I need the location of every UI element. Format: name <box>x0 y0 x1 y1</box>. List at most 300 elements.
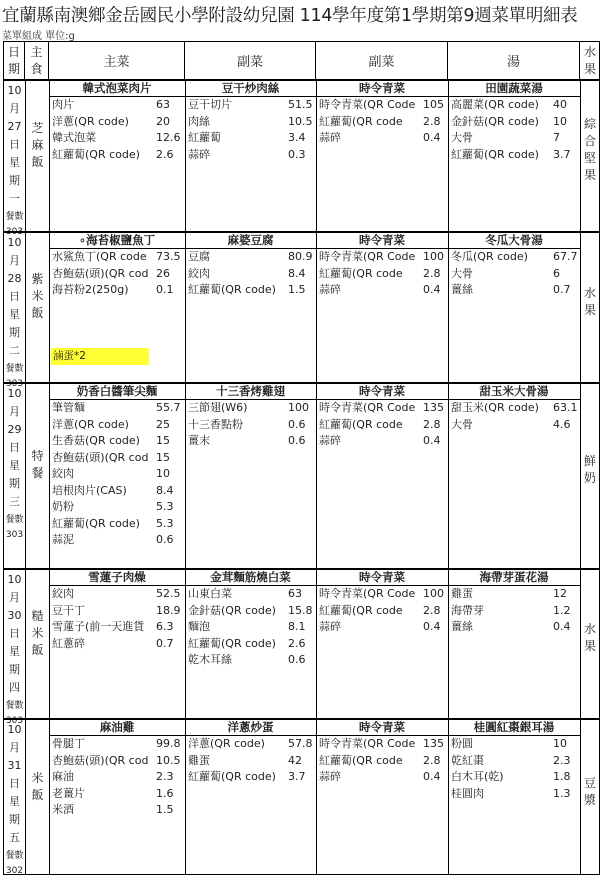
ingredient-qty: 1.2 <box>553 603 571 617</box>
main-dish-name: 雪蓮子肉燥 <box>88 570 146 584</box>
ingredient-qty: 0.6 <box>288 434 306 447</box>
soup-dish-name: 冬瓜大骨湯 <box>485 233 543 247</box>
ingredient-name: 麻油 <box>52 770 74 783</box>
ingredient-name: 麵泡 <box>188 620 210 633</box>
column-divider <box>316 79 317 875</box>
date-char: 月 <box>9 405 20 418</box>
ingredient-name: 白木耳(乾) <box>451 770 504 783</box>
header-main: 主菜 <box>49 42 185 79</box>
ingredient-qty: 5.3 <box>156 500 174 513</box>
side1-dish-name: 金茸麵筋燒白菜 <box>210 570 291 584</box>
ingredient-name: 紅蘿蔔(QR code) <box>52 516 140 530</box>
ingredient-name: 蒜碎 <box>319 770 341 783</box>
ingredient-qty: 0.4 <box>423 131 441 144</box>
side1-dish-name: 洋蔥炒蛋 <box>227 720 274 734</box>
ingredient-name: 粉圓 <box>451 737 473 750</box>
ingredient-qty: 0.7 <box>156 636 174 650</box>
ingredient-row <box>52 450 181 467</box>
side1-dish-name: 十三香烤雞翅 <box>216 384 285 398</box>
fruit-char: 綜 <box>583 117 596 131</box>
date-char: 30 <box>7 609 22 622</box>
staple-char: 飯 <box>31 642 44 657</box>
date-char: 星 <box>9 645 20 658</box>
date-char: 日 <box>9 441 20 454</box>
ingredient-name: 蒜碎 <box>319 131 341 144</box>
ingredient-qty: 135 <box>423 737 444 750</box>
ingredient-qty: 0.4 <box>423 770 441 783</box>
ingredient-qty: 3.7 <box>288 770 306 783</box>
date-char: 10 <box>7 387 22 400</box>
ingredient-row <box>451 736 571 753</box>
ingredient-name: 絞肉 <box>52 587 74 600</box>
date-char: 星 <box>9 459 20 472</box>
date-char: 日 <box>9 627 20 640</box>
date-char: 月 <box>9 591 20 604</box>
ingredient-row <box>451 147 571 164</box>
ingredient-name: 十三香點粉 <box>188 417 243 431</box>
ingredient-name: 杏鮑菇(頭)(QR cod <box>52 753 149 767</box>
date-char: 月 <box>9 102 20 115</box>
ingredient-row <box>451 586 571 603</box>
ingredient-qty: 0.7 <box>553 283 571 296</box>
ingredient-qty: 2.8 <box>423 266 441 280</box>
ingredient-row <box>319 603 444 620</box>
date-char: 期 <box>9 813 20 826</box>
ingredient-row <box>319 753 444 770</box>
ingredient-row <box>319 400 444 417</box>
date-char: 三 <box>9 495 20 508</box>
ingredient-qty: 73.5 <box>156 250 181 263</box>
ingredient-qty: 0.4 <box>423 620 441 633</box>
ingredient-name: 雞蛋 <box>188 753 210 767</box>
ingredient-qty: 57.8 <box>288 737 313 750</box>
ingredient-row <box>188 114 313 131</box>
soup-dish-name: 桂圓紅棗銀耳湯 <box>473 720 555 734</box>
staple-char: 芝 <box>31 120 44 135</box>
ingredient-row <box>319 97 444 114</box>
meal-count-label: 餐數 <box>5 701 24 711</box>
ingredient-qty: 10 <box>553 737 567 750</box>
ingredient-row <box>188 753 313 770</box>
ingredient-name: 筆管麵 <box>52 401 85 414</box>
staple-food <box>28 448 47 482</box>
ingredient-name: 大骨 <box>451 417 473 431</box>
main-ingredients <box>52 586 181 652</box>
column-divider <box>25 79 26 875</box>
ingredient-row <box>188 282 313 299</box>
main-ingredients <box>52 736 181 819</box>
ingredient-row <box>52 433 181 450</box>
fruit-char: 漿 <box>583 792 596 807</box>
ingredient-row <box>52 586 181 603</box>
ingredient-row <box>451 786 571 803</box>
column-divider <box>185 79 186 875</box>
day-date <box>4 234 25 390</box>
main-dish-name: 奶香白醬筆尖麵 <box>76 384 158 398</box>
ingredient-row <box>52 147 181 164</box>
ingredient-row <box>52 282 181 299</box>
staple-char: 餐 <box>31 466 44 480</box>
ingredient-row <box>451 130 571 147</box>
ingredient-name: 時令青菜(QR Code <box>319 250 416 263</box>
page-subtitle: 菜單組成 單位:g <box>2 31 75 42</box>
header-date: 日 期 <box>4 42 25 79</box>
ingredient-name: 骨腿丁 <box>52 737 85 750</box>
side2-dish-name: 時令青菜 <box>359 81 405 95</box>
soup-dish-name: 田園蔬菜湯 <box>485 81 543 95</box>
meal-count-label: 餐數 <box>5 212 24 222</box>
ingredient-name: 三節翅(W6) <box>188 401 248 414</box>
ingredient-qty: 63 <box>156 98 170 111</box>
ingredient-name: 水鯊魚丁(QR code <box>52 250 147 263</box>
ingredient-name: 海帶芽 <box>451 603 484 617</box>
staple-char: 米 <box>31 770 44 785</box>
ingredient-name: 乾紅棗 <box>451 753 484 767</box>
ingredient-qty: 1.5 <box>156 803 174 816</box>
ingredient-row <box>319 114 444 131</box>
ingredient-name: 時令青菜(QR Code <box>319 401 416 414</box>
date-char: 10 <box>7 236 22 249</box>
ingredient-qty: 10.5 <box>156 753 181 767</box>
ingredient-row <box>188 652 313 669</box>
date-char: 四 <box>9 681 20 694</box>
ingredient-qty: 0.4 <box>423 283 441 296</box>
meal-count: 303 <box>5 379 24 389</box>
ingredient-qty: 2.8 <box>423 114 441 128</box>
ingredient-row <box>52 619 181 636</box>
ingredient-qty: 8.4 <box>156 483 174 497</box>
ingredient-name: 紅蘿蔔(QR code <box>319 753 403 767</box>
staple-food <box>28 608 47 659</box>
staple-char: 麻 <box>31 137 44 152</box>
fruit-char: 水 <box>583 622 596 636</box>
ingredient-qty: 67.7 <box>553 250 578 263</box>
ingredient-name: 肉片 <box>52 98 74 111</box>
ingredient-qty: 2.3 <box>553 753 571 767</box>
main-dish-name: 韓式泡菜肉片 <box>82 81 152 95</box>
ingredient-name: 豆干切片 <box>188 98 232 111</box>
fruit-char: 果 <box>583 302 596 317</box>
side1-dish-name: 麻婆豆腐 <box>227 233 274 247</box>
side2-dish-name: 時令青菜 <box>359 384 405 398</box>
fruit-char: 奶 <box>583 471 596 485</box>
ingredient-name: 山東白菜 <box>188 587 232 600</box>
ingredient-qty: 1.8 <box>553 770 571 783</box>
header-soup: 湯 <box>448 42 580 79</box>
meal-count-label: 餐數 <box>5 364 24 374</box>
ingredient-name: 金針菇(QR code) <box>451 114 539 128</box>
ingredient-qty: 15 <box>156 450 170 464</box>
side1-ingredients <box>188 249 313 299</box>
ingredient-row <box>52 249 181 266</box>
ingredient-row <box>451 114 571 131</box>
side2-ingredients <box>319 249 444 299</box>
ingredient-row <box>188 97 313 114</box>
ingredient-name: 紅蘿蔔(QR code) <box>188 770 276 783</box>
ingredient-row <box>451 603 571 620</box>
ingredient-row <box>52 736 181 753</box>
meal-count: 303 <box>5 716 24 726</box>
ingredient-name: 洋蔥(QR code) <box>52 114 129 128</box>
ingredient-row <box>319 736 444 753</box>
ingredient-name: 紅蘿蔔(QR code <box>319 266 403 280</box>
ingredient-qty: 1.5 <box>288 283 306 296</box>
ingredient-row <box>188 736 313 753</box>
soup-dish-name: 甜玉米大骨湯 <box>479 384 549 398</box>
fruit-char: 果 <box>583 639 596 653</box>
ingredient-qty: 80.9 <box>288 250 313 263</box>
meal-count: 303 <box>5 530 24 540</box>
fruit-char: 鮮 <box>583 454 596 468</box>
ingredient-row <box>188 147 313 164</box>
main-dish-name: ∘海苔椒鹽魚丁 <box>78 233 156 247</box>
ingredient-qty: 10 <box>553 114 567 128</box>
fruit-item <box>580 285 600 319</box>
ingredient-row <box>319 769 444 786</box>
ingredient-row <box>188 417 309 434</box>
fruit-item <box>580 775 600 809</box>
date-char: 10 <box>7 573 22 586</box>
ingredient-row <box>52 753 181 770</box>
ingredient-name: 桂圓肉 <box>451 786 484 800</box>
ingredient-row <box>188 249 313 266</box>
ingredient-name: 老薑片 <box>52 786 85 800</box>
fruit-char: 合 <box>583 134 596 148</box>
ingredient-qty: 0.6 <box>156 533 174 546</box>
ingredient-row <box>52 97 181 114</box>
ingredient-qty: 100 <box>423 587 444 600</box>
date-char: 日 <box>9 777 20 790</box>
column-divider <box>49 79 50 875</box>
ingredient-qty: 15.8 <box>288 603 313 617</box>
date-char: 28 <box>7 272 22 285</box>
ingredient-qty: 2.8 <box>423 417 441 431</box>
side2-ingredients <box>319 586 444 636</box>
header-side1: 副菜 <box>185 42 316 79</box>
main-dish-name: 麻油雞 <box>99 720 135 734</box>
ingredient-name: 薑絲 <box>451 283 473 296</box>
ingredient-qty: 40 <box>553 98 567 111</box>
day-date <box>4 571 25 727</box>
soup-ingredients <box>451 97 571 163</box>
side2-dish-name: 時令青菜 <box>359 720 405 734</box>
ingredient-qty: 2.3 <box>156 770 174 783</box>
ingredient-qty: 3.7 <box>553 147 571 161</box>
ingredient-qty: 51.5 <box>288 98 313 111</box>
main-ingredients <box>52 249 181 299</box>
ingredient-qty: 42 <box>288 753 302 767</box>
ingredient-name: 肉絲 <box>188 114 210 128</box>
ingredient-row <box>52 417 181 434</box>
ingredient-row <box>52 786 181 803</box>
ingredient-row <box>188 619 313 636</box>
day-date <box>4 82 25 238</box>
ingredient-name: 紅蘿蔔(QR code) <box>52 147 140 161</box>
column-divider <box>448 79 449 875</box>
ingredient-qty: 3.4 <box>288 131 306 144</box>
ingredient-qty: 8.4 <box>288 266 306 280</box>
date-char: 五 <box>9 831 20 844</box>
ingredient-row <box>188 433 309 450</box>
page-title: 宜蘭縣南澳鄉金岳國民小學附設幼兒園 114學年度第1學期第9週菜單明細表 <box>2 6 578 26</box>
date-char: 27 <box>7 120 22 133</box>
staple-char: 飯 <box>31 787 44 802</box>
ingredient-name: 培根肉片(CAS) <box>52 483 127 497</box>
soup-dish-name: 海帶芽蛋花湯 <box>479 570 549 584</box>
ingredient-qty: 10 <box>156 467 170 480</box>
ingredient-row <box>319 130 444 147</box>
ingredient-qty: 12.6 <box>156 131 181 144</box>
date-char: 31 <box>7 759 22 772</box>
ingredient-qty: 25 <box>156 417 170 431</box>
ingredient-name: 蒜碎 <box>188 147 210 161</box>
ingredient-row <box>319 249 444 266</box>
side2-ingredients <box>319 400 444 450</box>
ingredient-qty: 100 <box>423 250 444 263</box>
soup-ingredients <box>451 400 578 433</box>
date-char: 星 <box>9 795 20 808</box>
ingredient-row <box>451 417 578 434</box>
meal-count: 302 <box>5 866 24 876</box>
ingredient-qty: 99.8 <box>156 737 181 750</box>
ingredient-name: 杏鮑菇(頭)(QR cod <box>52 266 149 280</box>
ingredient-row <box>52 516 181 533</box>
fruit-char: 豆 <box>583 775 596 790</box>
ingredient-row <box>319 417 444 434</box>
ingredient-row <box>188 130 313 147</box>
ingredient-row <box>188 586 313 603</box>
ingredient-qty: 55.7 <box>156 401 181 414</box>
main-ingredients <box>52 97 181 163</box>
ingredient-qty: 135 <box>423 401 444 414</box>
side2-ingredients <box>319 97 444 147</box>
header-staple: 主 食 <box>25 42 49 79</box>
fruit-item <box>580 453 600 487</box>
ingredient-name: 紅蘿蔔(QR code) <box>188 283 276 296</box>
ingredient-name: 洋蔥(QR code) <box>188 737 265 750</box>
meal-count: 303 <box>5 227 24 237</box>
ingredient-qty: 0.6 <box>288 653 306 666</box>
ingredient-qty: 0.3 <box>288 147 306 161</box>
side1-ingredients <box>188 97 313 163</box>
ingredient-row <box>319 619 444 636</box>
ingredient-name: 紅蘿蔔(QR code <box>319 603 403 617</box>
ingredient-qty: 52.5 <box>156 587 181 600</box>
soup-ingredients <box>451 249 578 299</box>
ingredient-row <box>52 483 181 500</box>
date-char: 日 <box>9 138 20 151</box>
ingredient-name: 冬瓜(QR code) <box>451 250 528 263</box>
date-char: 29 <box>7 423 22 436</box>
header-side2: 副菜 <box>316 42 448 79</box>
ingredient-name: 甜玉米(QR code) <box>451 401 539 414</box>
ingredient-name: 金針菇(QR code) <box>188 603 276 617</box>
soup-ingredients <box>451 586 571 636</box>
staple-food <box>28 271 47 322</box>
meal-count-label: 餐數 <box>5 851 24 861</box>
ingredient-name: 絞肉 <box>52 467 74 480</box>
ingredient-row <box>188 400 309 417</box>
ingredient-name: 時令青菜(QR Code <box>319 737 416 750</box>
ingredient-name: 紅蘿蔔(QR code) <box>188 636 276 650</box>
ingredient-row <box>451 769 571 786</box>
fruit-char: 水 <box>583 285 596 300</box>
ingredient-name: 紅蔥碎 <box>52 636 85 650</box>
ingredient-row <box>52 266 181 283</box>
ingredient-row <box>52 400 181 417</box>
ingredient-name: 紅蘿蔔 <box>188 131 221 144</box>
ingredient-row <box>52 636 181 653</box>
ingredient-qty: 0.4 <box>423 434 441 447</box>
ingredient-name: 蒜碎 <box>319 283 341 296</box>
staple-char: 飯 <box>31 306 44 320</box>
ingredient-qty: 2.6 <box>156 147 174 161</box>
day-date <box>4 385 25 541</box>
ingredient-name: 紅蘿蔔(QR code <box>319 114 403 128</box>
ingredient-name: 薑末 <box>188 434 210 447</box>
ingredient-row <box>319 282 444 299</box>
ingredient-row <box>319 586 444 603</box>
ingredient-name: 豆腐 <box>188 250 210 263</box>
staple-char: 米 <box>31 289 44 303</box>
ingredient-row <box>188 769 313 786</box>
ingredient-qty: 15 <box>156 434 170 447</box>
ingredient-row <box>451 619 571 636</box>
ingredient-qty: 7 <box>553 131 560 144</box>
ingredient-qty: 1.3 <box>553 786 571 800</box>
staple-char: 糙 <box>31 608 44 623</box>
ingredient-row <box>188 603 313 620</box>
staple-char: 飯 <box>31 154 44 169</box>
ingredient-row <box>319 433 444 450</box>
ingredient-qty: 0.4 <box>553 620 571 633</box>
ingredient-qty: 105 <box>423 98 444 111</box>
staple-char: 特 <box>31 449 44 463</box>
ingredient-qty: 63 <box>288 587 302 600</box>
ingredient-name: 大骨 <box>451 266 473 280</box>
side1-ingredients <box>188 736 313 786</box>
date-char: 星 <box>9 308 20 321</box>
ingredient-row <box>52 802 181 819</box>
ingredient-row <box>451 753 571 770</box>
date-char: 期 <box>9 663 20 676</box>
ingredient-row <box>451 266 578 283</box>
ingredient-row <box>451 400 578 417</box>
ingredient-row <box>52 114 181 131</box>
ingredient-name: 乾木耳絲 <box>188 653 232 666</box>
ingredient-qty: 26 <box>156 266 170 280</box>
ingredient-qty: 18.9 <box>156 603 181 617</box>
date-char: 日 <box>9 290 20 303</box>
ingredient-name: 蒜碎 <box>319 434 341 447</box>
date-char: 期 <box>9 174 20 187</box>
side1-ingredients <box>188 400 309 450</box>
soup-ingredients <box>451 736 571 802</box>
ingredient-name: 豆干丁 <box>52 603 85 617</box>
meal-count-label: 餐數 <box>5 515 24 525</box>
ingredient-qty: 20 <box>156 114 170 128</box>
ingredient-row <box>52 466 181 483</box>
ingredient-qty: 2.8 <box>423 603 441 617</box>
highlight-note: 滷蛋*2 <box>51 348 149 365</box>
main-ingredients <box>52 400 181 549</box>
date-char: 月 <box>9 254 20 267</box>
ingredient-name: 海苔粉2(250g) <box>52 283 129 296</box>
date-char: 期 <box>9 326 20 339</box>
staple-food <box>28 770 47 804</box>
side2-dish-name: 時令青菜 <box>359 570 405 584</box>
ingredient-row <box>52 532 181 549</box>
